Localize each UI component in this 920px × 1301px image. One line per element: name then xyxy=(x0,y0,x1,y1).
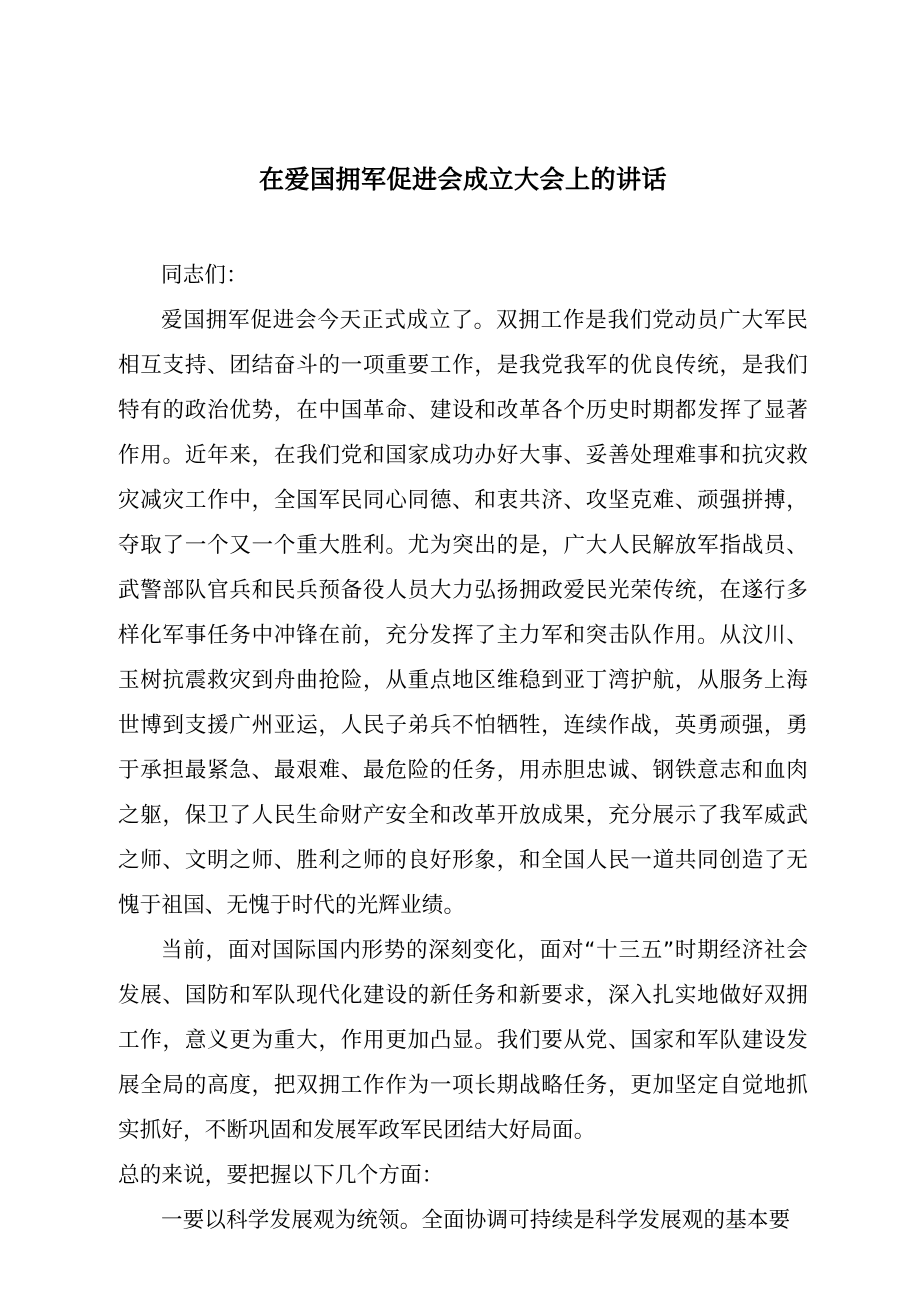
salutation: 同志们： xyxy=(161,263,248,288)
paragraph-3: 总的来说，要把握以下几个方面： xyxy=(118,1163,444,1188)
paragraph-2: 当前，面对国际国内形势的深刻变化，面对“十三五”时期经济社会发展、国防和军队现代化建设的新任务和新要求，深入扎实地做好双拥工作，意义更为重大，作用更加凸显。我们要从党、国家和军队建设发展全局的高度，把双拥工作作为一项长期战略任务，更加坚定自觉地抓实抓好，不断巩固和发展军政军民团结大好局面。 xyxy=(118,938,808,1143)
document-paragraphs xyxy=(118,253,808,1243)
document-body xyxy=(118,0,808,1243)
paragraph-4: 一要以科学发展观为统领。全面协调可持续是科学发展观的基本要 xyxy=(161,1208,791,1233)
paragraph-1: 爱国拥军促进会今天正式成立了。双拥工作是我们党动员广大军民相互支持、团结奋斗的一项重要工作，是我党我军的优良传统，是我们特有的政治优势，在中国革命、建设和改革各个历史时期都发挥了显著作用。近年来，在我们党和国家成功办好大事、妥善处理难事和抗灾救灾减灾工作中，全国军民同心同德、和衷共济、攻坚克难、顽强拼搏，夺取了一个又一个重大胜利。尤为突出的是，广大人民解放军指战员、武警部队官兵和民兵预备役人员大力弘扬拥政爱民光荣传统，在遂行多样化军事任务中冲锋在前，充分发挥了主力军和突击队作用。从汶川、玉树抗震救灾到舟曲抢险，从重点地区维稳到亚丁湾护航，从服务上海世博到支援广州亚运，人民子弟兵不怕牺牲，连续作战，英勇顽强，勇于承担最紧急、最艰难、最危险的任务，用赤胆忠诚、钢铁意志和血肉之躯，保卫了人民生命财产安全和改革开放成果，充分展示了我军威武之师、文明之师、胜利之师的良好形象，和全国人民一道共同创造了无愧于祖国、无愧于时代的光辉业绩。 xyxy=(118,308,808,918)
page-title: 在爱国拥军促进会成立大会上的讲话 xyxy=(258,165,667,194)
